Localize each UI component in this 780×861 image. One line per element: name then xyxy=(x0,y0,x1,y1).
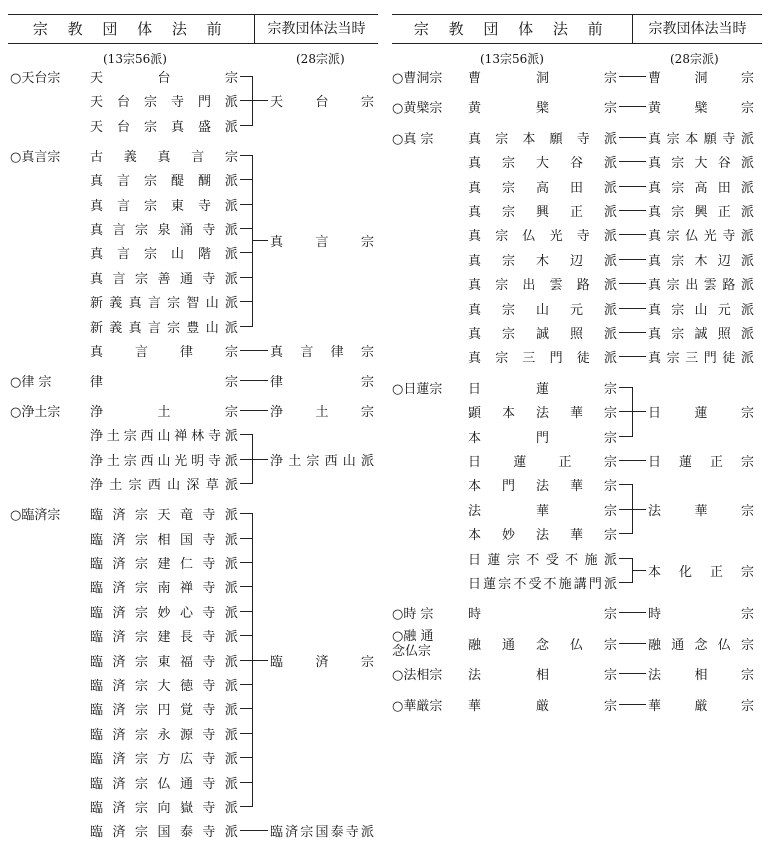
bracket-tick xyxy=(240,733,252,734)
sect-item: 日 蓮 宗 xyxy=(468,381,617,397)
bracket-tick xyxy=(240,782,252,783)
merged-sect: 曹 洞 宗 xyxy=(648,71,754,86)
bracket-tick xyxy=(619,387,632,388)
sect-item: 真 宗 興 正 派 xyxy=(468,205,617,220)
sect-item: 真 宗 誠 照 派 xyxy=(468,327,617,342)
sect-item: 日 蓮 宗 不 受 不 施 講 門 派 xyxy=(468,577,617,592)
sect-item: 臨 済 宗 大 徳 寺 派 xyxy=(90,679,238,694)
sect-item: 本 妙 法 華 宗 xyxy=(468,528,617,544)
sect-item: 真 言 宗 東 寺 派 xyxy=(90,198,238,214)
sect-item: 真 言 宗 醍 醐 派 xyxy=(90,174,238,190)
sect-item: 顕 本 法 華 宗 xyxy=(468,406,617,422)
sect-item: 日 蓮 正 宗 xyxy=(468,455,617,470)
bracket-tick xyxy=(240,100,252,101)
section-label: ○曹洞宗 xyxy=(392,71,443,86)
merged-sect: 本 化 正 宗 xyxy=(648,564,754,580)
sect-item: 新 義 真 言 宗 智 山 派 xyxy=(90,296,238,312)
bracket-tick xyxy=(240,252,252,253)
merged-sect: 真 宗 木 辺 派 xyxy=(648,253,754,269)
sect-item: 臨 済 宗 永 源 寺 派 xyxy=(90,727,238,743)
bracket-tick xyxy=(240,125,252,126)
merged-sect: 臨 済 宗 xyxy=(270,654,374,670)
bracket-tick xyxy=(619,582,632,583)
connector-line xyxy=(619,356,646,357)
bracket-tick xyxy=(240,434,252,435)
connector-line xyxy=(619,137,646,138)
connector-line xyxy=(619,161,646,162)
section-label: ○臨済宗 xyxy=(10,508,61,524)
bracket-tick xyxy=(240,757,252,758)
bracket-tick xyxy=(240,483,252,484)
connector-line xyxy=(240,350,268,351)
merged-sect: 華 厳 宗 xyxy=(648,698,754,714)
connector-line xyxy=(619,612,646,613)
merged-sect: 律 宗 xyxy=(270,375,374,390)
merged-sect: 臨 済 宗 国 泰 寺 派 xyxy=(270,825,374,841)
sect-item: 臨 済 宗 建 長 寺 派 xyxy=(90,630,238,646)
sect-item: 真 宗 山 元 派 xyxy=(468,302,617,318)
sect-item: 真 宗 大 谷 派 xyxy=(468,156,617,172)
section-label: ○黄檗宗 xyxy=(392,101,443,117)
left-panel xyxy=(8,0,378,861)
merged-sect: 真 宗 出 雲 路 派 xyxy=(648,278,754,294)
sect-item: 浄 土 宗 西 山 光 明 寺 派 xyxy=(90,453,238,469)
connector-line xyxy=(619,186,646,187)
section-label: ○日蓮宗 xyxy=(392,381,443,397)
merged-sect: 日 蓮 正 宗 xyxy=(648,455,754,470)
merged-sect: 真 宗 三 門 徒 派 xyxy=(648,351,754,367)
count-after: (28宗派) xyxy=(296,52,345,66)
section-label: ○天台宗 xyxy=(10,71,61,86)
section-label: ○律 宗 xyxy=(10,375,52,390)
connector-line xyxy=(619,234,646,235)
sect-item: 真 宗 出 雲 路 派 xyxy=(468,278,617,294)
section-label: ○融 通 念仏宗 xyxy=(392,628,434,659)
merged-sect: 真 宗 山 元 派 xyxy=(648,302,754,318)
connector-line xyxy=(619,210,646,211)
sect-item: 真 言 宗 善 通 寺 派 xyxy=(90,271,238,287)
bracket-tick xyxy=(240,684,252,685)
sect-item: 臨 済 宗 天 竜 寺 派 xyxy=(90,508,238,524)
merged-sect: 真 宗 仏 光 寺 派 xyxy=(648,229,754,245)
bracket-tick xyxy=(240,326,252,327)
bracket-tick xyxy=(240,155,252,156)
bracket-tick xyxy=(240,301,252,302)
sect-item: 法 華 宗 xyxy=(468,503,617,519)
bracket-tick xyxy=(619,533,632,534)
section-label: ○真 宗 xyxy=(392,131,434,147)
sect-item: 黄 檗 宗 xyxy=(468,101,617,117)
bracket-tick xyxy=(619,509,632,510)
merged-sect: 真 言 律 宗 xyxy=(270,345,374,360)
connector-line xyxy=(632,411,646,412)
sect-item: 浄 土 宗 西 山 深 草 派 xyxy=(90,478,238,494)
sect-item: 真 宗 高 田 派 xyxy=(468,180,617,196)
sect-item: 臨 済 宗 向 嶽 寺 派 xyxy=(90,801,238,816)
bracket-tick xyxy=(240,562,252,563)
connector-line xyxy=(619,308,646,309)
connector-line xyxy=(632,570,646,571)
merged-sect: 浄 土 宗 xyxy=(270,405,374,420)
merged-sect: 日 蓮 宗 xyxy=(648,406,754,422)
sect-item: 真 宗 仏 光 寺 派 xyxy=(468,229,617,245)
merged-sect: 真 宗 高 田 派 xyxy=(648,180,754,196)
connector-line xyxy=(619,460,646,461)
merged-sect: 浄 土 宗 西 山 派 xyxy=(270,453,374,469)
merged-sect: 融 通 念 仏 宗 xyxy=(648,637,754,653)
bracket-tick xyxy=(619,436,632,437)
merged-sect: 法 相 宗 xyxy=(648,668,754,684)
connector-line xyxy=(252,240,268,241)
bracket-tick xyxy=(619,558,632,559)
merged-sect: 真 言 宗 xyxy=(270,235,374,251)
header-law-period: 宗教団体法当時 xyxy=(267,21,366,37)
connector-line xyxy=(619,643,646,644)
bracket-tick xyxy=(240,76,252,77)
sect-item: 法 相 宗 xyxy=(468,668,617,684)
sect-item: 真 言 律 宗 xyxy=(90,345,238,360)
count-before: (13宗56派) xyxy=(480,52,544,66)
sect-item: 真 言 宗 泉 涌 寺 派 xyxy=(90,223,238,238)
sect-item: 臨 済 宗 東 福 寺 派 xyxy=(90,654,238,670)
connector-line xyxy=(632,509,646,510)
right-panel xyxy=(392,0,762,861)
sect-item: 真 宗 木 辺 派 xyxy=(468,253,617,269)
merged-sect: 真 宗 興 正 派 xyxy=(648,205,754,220)
connector-line xyxy=(252,459,268,460)
sect-item: 浄 土 宗 xyxy=(90,405,238,420)
bracket-tick xyxy=(240,611,252,612)
bracket-tick xyxy=(240,660,252,661)
sect-item: 浄 土 宗 西 山 禅 林 寺 派 xyxy=(90,429,238,445)
section-label: ○時 宗 xyxy=(392,607,434,623)
connector-line xyxy=(252,660,268,661)
connector-line xyxy=(619,283,646,284)
sect-item: 律 宗 xyxy=(90,375,238,390)
bracket-tick xyxy=(240,277,252,278)
sect-item: 臨 済 宗 南 禅 寺 派 xyxy=(90,581,238,597)
merged-sect: 法 華 宗 xyxy=(648,503,754,519)
sect-item: 古 義 真 言 宗 xyxy=(90,149,238,165)
connector-line xyxy=(252,100,268,101)
sect-item: 新 義 真 言 宗 豊 山 派 xyxy=(90,320,238,336)
sect-item: 融 通 念 仏 宗 xyxy=(468,637,617,653)
sect-item: 本 門 法 華 宗 xyxy=(468,479,617,495)
sect-item: 本 門 宗 xyxy=(468,430,617,446)
bracket-tick xyxy=(619,411,632,412)
sect-item: 真 宗 本 願 寺 派 xyxy=(468,131,617,147)
connector-line xyxy=(619,332,646,333)
table-header xyxy=(8,14,378,44)
sect-item: 華 厳 宗 xyxy=(468,698,617,714)
bracket-tick xyxy=(240,538,252,539)
table-header xyxy=(392,14,762,44)
bracket-tick xyxy=(619,484,632,485)
connector-line xyxy=(240,380,268,381)
bracket-tick xyxy=(240,459,252,460)
sect-item: 臨 済 宗 国 泰 寺 派 xyxy=(90,825,238,841)
header-before-law: 宗 教 団 体 法 前 xyxy=(413,20,611,38)
sect-item: 天 台 宗 真 盛 派 xyxy=(90,119,238,135)
connector-line xyxy=(240,830,268,831)
bracket-tick xyxy=(240,179,252,180)
sect-item: 臨 済 宗 仏 通 寺 派 xyxy=(90,776,238,792)
connector-line xyxy=(240,410,268,411)
count-after: (28宗派) xyxy=(670,52,719,66)
sect-item: 日 蓮 宗 不 受 不 施 派 xyxy=(468,552,617,568)
sect-item: 臨 済 宗 円 覚 寺 派 xyxy=(90,703,238,719)
bracket-tick xyxy=(240,204,252,205)
sect-item: 時 宗 xyxy=(468,607,617,623)
bracket-tick xyxy=(240,513,252,514)
sect-item: 真 言 宗 山 階 派 xyxy=(90,247,238,263)
merged-sect: 真 宗 誠 照 派 xyxy=(648,327,754,342)
merged-sect: 真 宗 大 谷 派 xyxy=(648,156,754,172)
bracket-tick xyxy=(240,635,252,636)
sect-item: 天 台 宗 寺 門 派 xyxy=(90,95,238,111)
sect-item: 臨 済 宗 方 広 寺 派 xyxy=(90,752,238,768)
sect-item: 真 宗 三 門 徒 派 xyxy=(468,351,617,367)
connector-line xyxy=(619,704,646,705)
connector-line xyxy=(619,259,646,260)
sect-item: 曹 洞 宗 xyxy=(468,71,617,86)
bracket-tick xyxy=(240,806,252,807)
section-label: ○法相宗 xyxy=(392,668,443,684)
section-label: ○華厳宗 xyxy=(392,698,443,714)
connector-line xyxy=(619,673,646,674)
section-label: ○真言宗 xyxy=(10,149,61,165)
header-law-period: 宗教団体法当時 xyxy=(648,21,747,37)
sect-item: 臨 済 宗 相 国 寺 派 xyxy=(90,532,238,548)
bracket-tick xyxy=(240,708,252,709)
bracket-tick xyxy=(240,228,252,229)
sect-item: 天 台 宗 xyxy=(90,71,238,86)
bracket-tick xyxy=(240,586,252,587)
sect-item: 臨 済 宗 妙 心 寺 派 xyxy=(90,605,238,621)
section-label: ○浄土宗 xyxy=(10,405,61,420)
merged-sect: 時 宗 xyxy=(648,607,754,623)
sect-item: 臨 済 宗 建 仁 寺 派 xyxy=(90,557,238,572)
connector-line xyxy=(619,106,646,107)
header-before-law: 宗 教 団 体 法 前 xyxy=(32,20,230,38)
connector-line xyxy=(619,76,646,77)
merged-sect: 黄 檗 宗 xyxy=(648,101,754,117)
merged-sect: 天 台 宗 xyxy=(270,95,374,111)
merged-sect: 真 宗 本 願 寺 派 xyxy=(648,131,754,147)
count-before: (13宗56派) xyxy=(103,52,167,66)
